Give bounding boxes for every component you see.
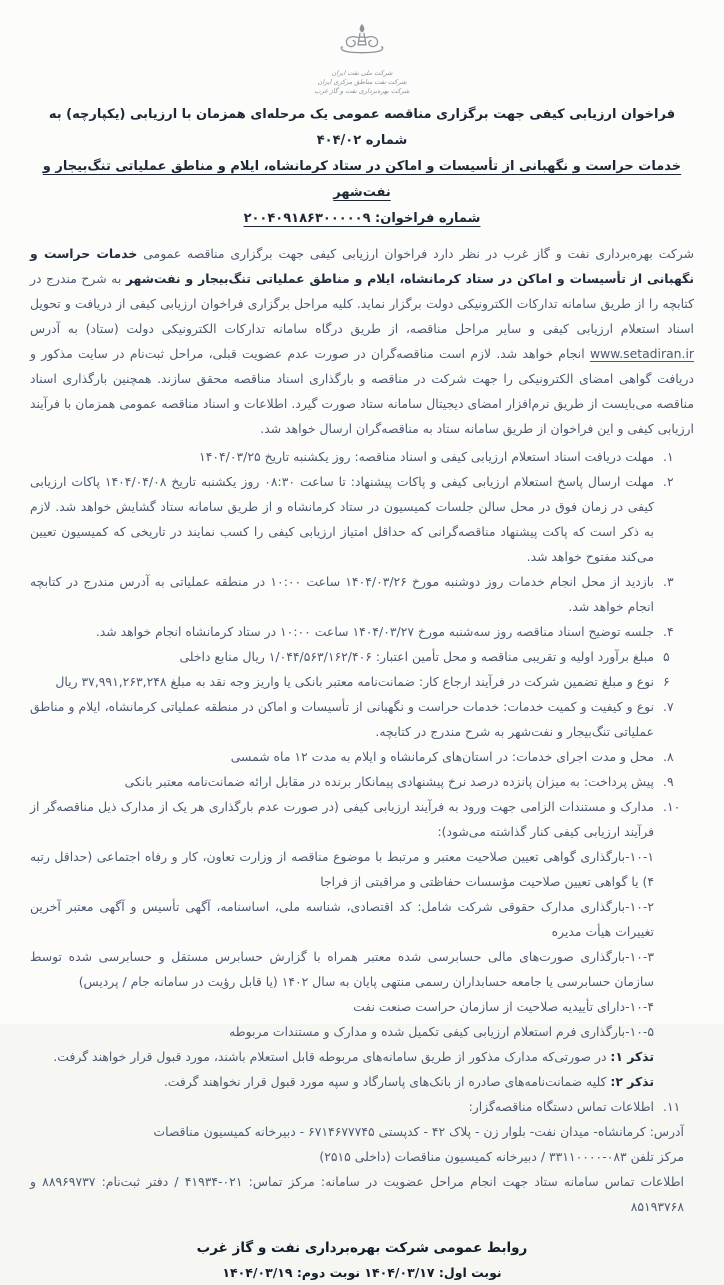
item-number: ۹. bbox=[663, 774, 674, 789]
sub-item-text: دارای تأییدیه صلاحیت از سازمان حراست صنعت نفت bbox=[353, 999, 626, 1014]
list-item bbox=[30, 744, 694, 769]
item-text: پیش پرداخت: به میزان پانزده درصد نرخ پیشنهادی پیمانکار برنده در مقابل ارائه ضمانت‌نامه معتبر بانکی bbox=[124, 774, 654, 789]
item-text: مبلغ برآورد اولیه و تقریبی مناقصه و محل تأمین اعتبار: ۱/۰۴۴/۵۶۳/۱۶۲/۴۰۶ ریال منابع داخلی bbox=[179, 649, 654, 664]
sub-item bbox=[30, 994, 694, 1019]
list-item bbox=[30, 644, 694, 669]
logo-caption-line: شرکت بهره‌برداری نفت و گاز غرب bbox=[314, 87, 410, 95]
item-text: جلسه توضیح اسناد مناقصه روز سه‌شنبه مورخ ۱۴۰۴/۰۳/۲۷ ساعت ۱۰:۰۰ در ستاد کرمانشاه انجام خواهد شد. bbox=[95, 624, 654, 639]
contact-phone-line: مرکز تلفن ۰۸۳-۳۳۱۱۰۰۰۰ / دبیرخانه کمیسیون مناقصات (داخلی ۲۵۱۵) bbox=[319, 1149, 684, 1164]
item-text: نوع و کیفیت و کمیت خدمات: خدمات حراست و نگهبانی از تأسیسات و اماکن در منطقه عملیاتی کرمانشاه، ایلام و مناطق عملیاتی تنگ‌بیجار و نفت‌شهر به شرح مندرج در کتابچه. bbox=[30, 699, 654, 739]
item-number: ۵ bbox=[663, 649, 670, 664]
document-title-block bbox=[30, 102, 694, 232]
item-number: ۶ bbox=[663, 674, 670, 689]
intro-bold-subject: خدمات حراست و نگهبانی از تأسیسات و اماکن در ستاد کرمانشاه، ایلام و مناطق عملیاتی تنگ‌بیجار و نفت‌شهر bbox=[30, 246, 694, 286]
document-footer bbox=[30, 1235, 694, 1285]
sub-item-number: ۱۰-۴- bbox=[625, 999, 654, 1014]
list-item bbox=[30, 794, 694, 844]
sub-item-text: بارگذاری گواهی تعیین صلاحیت معتبر و مرتبط با موضوع مناقصه از وزارت تعاون، کار و رفاه اجتماعی (حداقل رتبه ۴) یا گواهی تعیین صلاحیت مؤسسات حفاظتی و مراقبتی از فراجا bbox=[30, 849, 654, 889]
sub-item-number: ۱۰-۲- bbox=[625, 899, 654, 914]
list-item bbox=[30, 669, 694, 694]
logo-caption-line: شرکت نفت مناطق مرکزی ایران bbox=[317, 78, 407, 86]
document-header-logo bbox=[30, 22, 694, 96]
intro-text: شرکت بهره‌برداری نفت و گاز غرب در نظر دارد فراخوان ارزیابی کیفی جهت برگزاری مناقصه عمومی bbox=[137, 246, 694, 261]
list-item bbox=[30, 569, 694, 619]
list-item bbox=[30, 444, 694, 469]
sub-item-number: ۱۰-۱- bbox=[625, 849, 654, 864]
item-number: ۸. bbox=[663, 749, 674, 764]
item-number: ۱۱. bbox=[663, 1099, 681, 1114]
note-line bbox=[30, 1044, 694, 1069]
contact-setad-line: اطلاعات تماس سامانه ستاد جهت انجام مراحل عضویت در سامانه: مرکز تماس: ۰۲۱-۴۱۹۳۴ / دفتر ثبت‌نام: ۸۸۹۶۹۷۳۷ و ۸۵۱۹۳۷۶۸ bbox=[30, 1174, 684, 1214]
sub-item-number: ۱۰-۳- bbox=[625, 949, 654, 964]
item-text: محل و مدت اجرای خدمات: در استان‌های کرمانشاه و ایلام به مدت ۱۲ ماه شمسی bbox=[230, 749, 654, 764]
item-text: بازدید از محل انجام خدمات روز دوشنبه مورخ ۱۴۰۴/۰۳/۲۶ ساعت ۱۰:۰۰ در منطقه عملیاتی به آدرس مندرج در کتابچه انجام خواهد شد. bbox=[30, 574, 655, 614]
logo-caption-line: شرکت ملی نفت ایران bbox=[331, 69, 393, 77]
sub-item bbox=[30, 1019, 694, 1044]
note-line bbox=[30, 1069, 694, 1094]
item-text: مهلت ارسال پاسخ استعلام ارزیابی کیفی و پاکات پیشنهاد: تا ساعت ۰۸:۳۰ روز یکشنبه تاریخ ۱۴۰۴/۰۴/۰۸ پاکات ارزیابی کیفی در زمان فوق در محل سالن جلسات کمیسیون در ستاد کرمانشاه و از طریق سامانه ستاد گشایش خواهد شد. لازم به ذکر است که پاکت پیشنهاد مناقصه‌گرانی که حداقل امتیاز ارزیابی کیفی را کسب نمایند در تاریخی که کمیسیون تعیین می‌کند مفتوح خواهد شد. bbox=[30, 474, 655, 564]
publication-dates: نوبت اول: ۱۴۰۴/۰۳/۱۷ نوبت دوم: ۱۴۰۴/۰۳/۱۹ bbox=[222, 1265, 502, 1280]
item-text: مدارک و مستندات الزامی جهت ورود به فرآیند ارزیابی کیفی (در صورت عدم بارگذاری هر یک از مدارک ذیل مناقصه‌گر از فرآیند ارزیابی کیفی کنار گذاشته می‌شود): bbox=[30, 799, 654, 839]
nioc-emblem-icon bbox=[334, 22, 390, 64]
title-line-call-number: فراخوان ارزیابی کیفی جهت برگزاری مناقصه عمومی یک مرحله‌ای همزمان با ارزیابی (یکپارچه) به شماره ۴۰۴/۰۲ bbox=[48, 107, 676, 148]
item-number: ۳. bbox=[663, 574, 674, 589]
sub-item-text: بارگذاری مدارک حقوقی شرکت شامل: کد اقتصادی، شناسه ملی، اساسنامه، آگهی تأسیس و آگهی معتبر آخرین تغییرات هیأت مدیره bbox=[30, 899, 654, 939]
list-item bbox=[30, 1094, 694, 1119]
sub-item bbox=[30, 944, 694, 994]
contact-address-line: آدرس: کرمانشاه- میدان نفت- بلوار زن - پلاک ۴۲ - کدپستی ۶۷۱۴۶۷۷۷۴۵ - دبیرخانه کمیسیون مناقصات bbox=[153, 1124, 684, 1139]
intro-paragraph bbox=[30, 241, 694, 441]
intro-text: به شرح مندرج در کتابچه را از طریق سامانه تدارکات الکترونیکی دولت برگزار نماید. کلیه مراحل برگزاری فراخوان ارزیابی کیفی از دریافت و تحویل اسناد استعلام ارزیابی کیفی و سایر مراحل مناقصه، از طریق درگاه سامانه تدارکات الکترونیکی دولت (ستاد) به آدرس bbox=[30, 271, 694, 336]
item-number: ۱۰. bbox=[663, 799, 681, 814]
item-number: ۱. bbox=[663, 449, 674, 464]
item-text: نوع و مبلغ تضمین شرکت در فرآیند ارجاع کار: ضمانت‌نامه معتبر بانکی یا واریز وجه نقد به مبلغ ۳۷,۹۹۱,۲۶۳,۲۴۸ ریال bbox=[55, 674, 654, 689]
sub-item-number: ۱۰-۵- bbox=[625, 1024, 654, 1039]
sub-item-text: بارگذاری صورت‌های مالی حسابرسی شده معتبر همراه با گزارش حسابرس مستقل و حسابرسی شده توسط سازمان حسابرسی یا جامعه حسابداران رسمی منتهی پایان به سال ۱۴۰۲ (یا قابل رؤیت در سامانه جام / پردیس) bbox=[30, 949, 654, 989]
logo-captions bbox=[30, 69, 694, 96]
note-label: تذکر ۲: bbox=[610, 1074, 654, 1089]
public-relations-signature: روابط عمومی شرکت بهره‌برداری نفت و گاز غرب bbox=[196, 1240, 528, 1256]
list-item bbox=[30, 469, 694, 569]
sub-item bbox=[30, 894, 694, 944]
title-line-subject: خدمات حراست و نگهبانی از تأسیسات و اماکن در ستاد کرمانشاه، ایلام و مناطق عملیاتی تنگ‌بیجار و نفت‌شهر bbox=[42, 159, 682, 200]
title-line-announcement-number: شماره فراخوان: ۲۰۰۴۰۹۱۸۶۳۰۰۰۰۰۹ bbox=[243, 211, 481, 226]
tender-conditions-list bbox=[30, 444, 694, 1219]
sub-item bbox=[30, 844, 694, 894]
setadiran-url: www.setadiran.ir bbox=[589, 346, 694, 361]
note-text: کلیه ضمانت‌نامه‌های صادره از بانک‌های پاسارگاد و سپه مورد قبول قرار نخواهند گرفت. bbox=[163, 1074, 611, 1089]
item-number: ۷. bbox=[663, 699, 674, 714]
item-text: اطلاعات تماس دستگاه مناقصه‌گزار: bbox=[468, 1099, 654, 1114]
list-item bbox=[30, 619, 694, 644]
list-item bbox=[30, 769, 694, 794]
item-number: ۲. bbox=[663, 474, 674, 489]
sub-item-text: بارگذاری فرم استعلام ارزیابی کیفی تکمیل شده و مدارک و مستندات مربوطه bbox=[229, 1024, 626, 1039]
item-text: مهلت دریافت اسناد استعلام ارزیابی کیفی و اسناد مناقصه: روز یکشنبه تاریخ ۱۴۰۴/۰۳/۲۵ bbox=[199, 449, 654, 464]
intro-text: انجام خواهد شد. لازم است مناقصه‌گران در صورت عدم عضویت قبلی، مراحل ثبت‌نام در سایت مذکور و دریافت گواهی امضای الکترونیکی را جهت شرکت در مناقصه و بارگذاری اسناد مناقصه محقق سازند. همچنین بارگذاری اسناد مناقصه می‌بایست از طریق نرم‌افزار امضای دیجیتال سامانه ستاد صورت گیرد. اطلاعات و اسناد مناقصه عمومی همزمان با فرآیند ارزیابی کیفی و این فراخوان از طریق سامانه ستاد به مناقصه‌گران ارسال خواهد شد. bbox=[30, 346, 694, 436]
note-text: در صورتی‌که مدارک مذکور از طریق سامانه‌های مربوطه قابل استعلام باشند، مورد قبول قرار خواهند گرفت. bbox=[53, 1049, 611, 1064]
list-item bbox=[30, 694, 694, 744]
item-number: ۴. bbox=[663, 624, 674, 639]
note-label: تذکر ۱: bbox=[610, 1049, 654, 1064]
